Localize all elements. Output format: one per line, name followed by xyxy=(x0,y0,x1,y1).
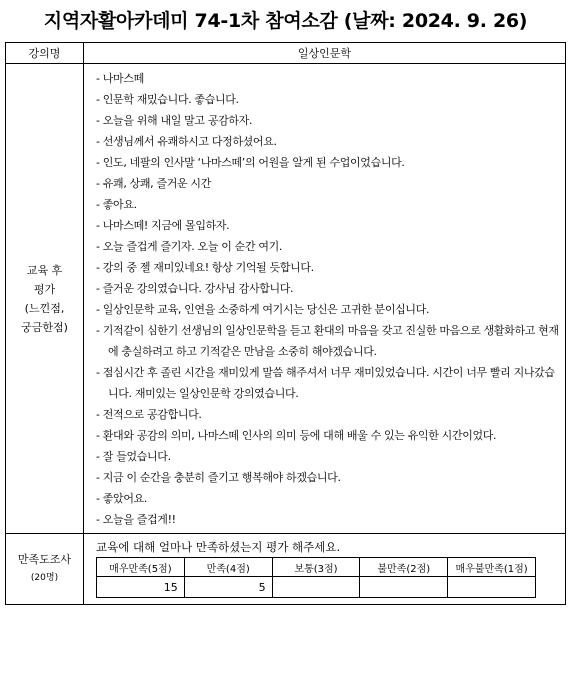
satisfaction-label-cell xyxy=(6,534,84,605)
rating-header: 불만족(2점) xyxy=(360,558,448,577)
respondent-count: (20명) xyxy=(30,573,59,583)
evaluation-label-line2: 평가 xyxy=(33,282,56,296)
comment-item: - 인문학 재밌습니다. 좋습니다. xyxy=(96,93,239,106)
comment-list xyxy=(96,68,559,530)
comment-item: - 좋아요. xyxy=(96,198,137,211)
comment-item: - 점심시간 후 졸린 시간을 재미있게 말씀 해주셔서 너무 재미있었습니다. 시간이 너무 빨리 지나갔습니다. 재미있는 일상인문학 강의였습니다. xyxy=(96,366,555,400)
rating-value: 5 xyxy=(184,577,272,598)
satisfaction-label: 만족도조사 xyxy=(17,553,72,566)
comment-item: - 오늘을 즐겁게!! xyxy=(96,513,176,526)
rating-value: 15 xyxy=(97,577,185,598)
satisfaction-header-row xyxy=(97,558,536,577)
survey-table xyxy=(5,42,566,605)
comment-item: - 지금 이 순간을 충분히 즐기고 행복해야 하겠습니다. xyxy=(96,471,341,484)
comment-item: - 환대와 공감의 의미, 나마스떼 인사의 의미 등에 대해 배울 수 있는 유익한 시간이었다. xyxy=(96,429,497,442)
comment-item: - 선생님께서 유쾌하시고 다정하셨어요. xyxy=(96,135,277,148)
rating-header: 매우만족(5점) xyxy=(97,558,185,577)
comment-item: - 좋았어요. xyxy=(96,492,148,505)
satisfaction-table xyxy=(96,557,536,598)
document-title: 지역자활아카데미 74-1차 참여소감 (날짜: 2024. 9. 26) xyxy=(43,10,528,32)
satisfaction-row xyxy=(6,534,566,605)
satisfaction-values-row xyxy=(97,577,536,598)
comment-item: - 나마스떼 xyxy=(96,72,144,85)
evaluation-comments xyxy=(84,64,566,534)
evaluation-label-line1: 교육 후 xyxy=(26,263,63,277)
comment-item: - 오늘을 위해 내일 말고 공감하자. xyxy=(96,114,253,127)
comment-item: - 인도, 네팔의 인사말 ‘나마스떼’의 어원을 알게 된 수업이었습니다. xyxy=(96,156,405,169)
comment-item: - 유쾌, 상쾌, 즐거운 시간 xyxy=(96,177,211,190)
comment-item: - 나마스떼! 지금에 몰입하자. xyxy=(96,219,230,232)
rating-value xyxy=(360,577,448,598)
evaluation-label-line3: (느낀점, xyxy=(24,301,65,315)
evaluation-row xyxy=(6,64,566,534)
comment-item: - 전적으로 공감합니다. xyxy=(96,408,202,421)
lecture-name-value: 일상인문학 xyxy=(84,43,566,64)
rating-value xyxy=(272,577,360,598)
comment-item: - 즐거운 강의였습니다. 강사님 감사합니다. xyxy=(96,282,294,295)
comment-item: - 오늘 즐겁게 즐기자. 오늘 이 순간 여기. xyxy=(96,240,283,253)
satisfaction-question: 교육에 대해 얼마나 만족하셨는지 평가 해주세요. xyxy=(96,540,341,554)
evaluation-label xyxy=(6,64,84,534)
rating-header: 보통(3점) xyxy=(272,558,360,577)
rating-value xyxy=(448,577,536,598)
header-row xyxy=(6,43,566,64)
satisfaction-content xyxy=(84,534,566,605)
rating-header: 만족(4점) xyxy=(184,558,272,577)
rating-header: 매우불만족(1점) xyxy=(448,558,536,577)
comment-item: - 강의 중 젤 재미있네요! 항상 기억될 듯합니다. xyxy=(96,261,314,274)
comment-item: - 일상인문학 교육, 인연을 소중하게 여기시는 당신은 고귀한 분이십니다. xyxy=(96,303,430,316)
lecture-name-label: 강의명 xyxy=(6,43,84,64)
comment-item: - 잘 들었습니다. xyxy=(96,450,171,463)
evaluation-label-line4: 궁금한점) xyxy=(21,320,68,334)
comment-item: - 기적같이 심한기 선생님의 일상인문학을 듣고 환대의 마음을 갖고 진실한 마음으로 생활화하고 현재에 충실하려고 하고 기적같은 만남을 소중히 해야겠습니다. xyxy=(96,324,559,358)
